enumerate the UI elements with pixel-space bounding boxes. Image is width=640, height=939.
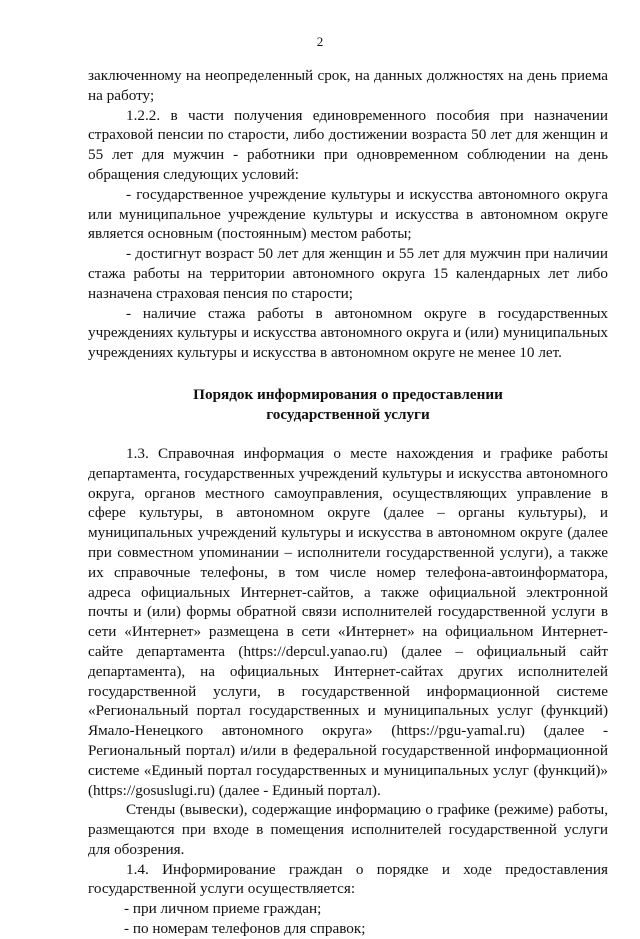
list-item: - по номерам телефонов для справок; bbox=[124, 920, 366, 938]
paragraph: заключенному на неопределенный срок, на данных должностях на день приема на работу; bbox=[88, 67, 608, 104]
list-item: - наличие стажа работы в автономном округе в государственных учреждениях культуры и искусства автономного округа и (или) муниципальных учреждениях культуры и искусства в автономном округе не менее 10 лет. bbox=[88, 304, 608, 362]
paragraph: Стенды (вывески), содержащие информацию о графике (режиме) работы, размещаются при входе в помещения исполнителей государственной услуги для обозрения. bbox=[88, 801, 608, 858]
document-body bbox=[88, 66, 608, 939]
paragraph: 1.4. Информирование граждан о порядке и ходе предоставления государственной услуги осуществляется: bbox=[88, 860, 608, 898]
list-item: - достигнут возраст 50 лет для женщин и 55 лет для мужчин при наличии стажа работы на территории автономного округа 15 календарных лет либо назначена страховая пенсия по старости; bbox=[88, 245, 608, 302]
list-item: - государственное учреждение культуры и искусства автономного округа или муниципальное учреждение культуры и искусства в автономном округе является основным (постоянным) местом работы; bbox=[88, 185, 608, 243]
paragraph: 1.3. Справочная информация о месте нахождения и графике работы департамента, государственных учреждений культуры и искусства автономного округа, органов местного самоуправления, осуществляющих управление в сфере культуры, в автономном округе (далее – органы культуры), и муниципальных учреждений культуры и искусства в автономном округе (далее при совместном упоминании – исполнители государственной услуги), а также их справочные телефоны, в том числе номер телефона-автоинформатора, адреса официальных Интернет-сайтов, а также официальной электронной почты и (или) формы обратной связи исполнителей государственной услуги в сети «Интернет» размещена в сети «Интернет» на официальном Интернет-сайте департамента (https://depcul.yanao.ru) (далее – официальный сайт департамента), на официальных Интернет-сайтах других исполнителей государственной услуги, в государственной информационной системе «Региональный портал государственных и муниципальных услуг (функций) Ямало-Ненецкого автономного округа» (https://pgu-yamal.ru) (далее - Региональный портал) и/или в федеральной государственной информационной системе «Единый портал государственных и муниципальных услуг (функций)» (https://gosuslugi.ru) (далее - Единый портал). bbox=[88, 444, 608, 799]
section-heading bbox=[88, 385, 608, 425]
list-item: - при личном приеме граждан; bbox=[124, 900, 322, 918]
page-number: 2 bbox=[316, 34, 324, 49]
paragraph: 1.2.2. в части получения единовременного пособия при назначении страховой пенсии по старости, либо достижении возраста 50 лет для женщин и 55 лет для мужчин - работники при одновременном соблюдении на день обращения следующих условий: bbox=[88, 106, 608, 183]
section-heading-line: Порядок информирования о предоставлении bbox=[193, 385, 503, 403]
section-heading-line: государственной услуги bbox=[266, 405, 430, 423]
